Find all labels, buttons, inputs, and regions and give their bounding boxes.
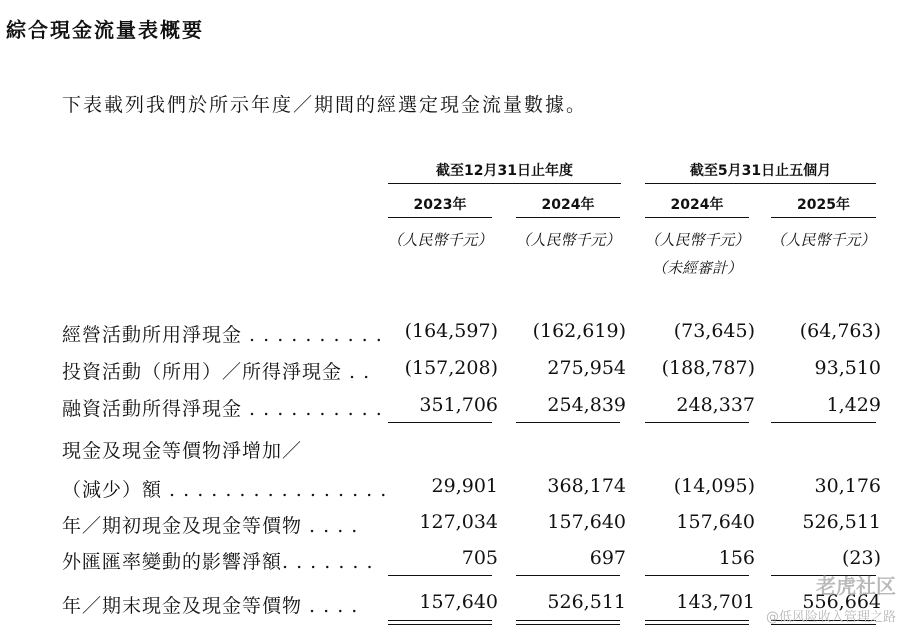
subtotal-rule bbox=[771, 422, 876, 423]
total-rule bbox=[516, 575, 620, 576]
column-header-year: 2024年 bbox=[541, 197, 595, 213]
total-rule bbox=[388, 575, 492, 576]
watermark-title: 老虎社区 bbox=[816, 574, 896, 598]
table-cell: 1,429 bbox=[826, 394, 881, 416]
double-rule bbox=[516, 620, 620, 621]
group-header-five-months: 截至5月31日止五個月 bbox=[689, 163, 832, 179]
table-cell: 156 bbox=[718, 547, 755, 569]
table-cell: (188,787) bbox=[661, 357, 755, 379]
table-cell: 93,510 bbox=[814, 357, 881, 379]
table-cell: (73,645) bbox=[673, 320, 755, 342]
column-rule bbox=[516, 217, 620, 218]
double-rule bbox=[645, 620, 749, 621]
table-cell: 368,174 bbox=[547, 475, 626, 497]
table-cell: (14,095) bbox=[673, 475, 755, 497]
table-cell: 30,176 bbox=[814, 475, 881, 497]
table-cell: 697 bbox=[589, 547, 626, 569]
table-cell: 127,034 bbox=[419, 511, 498, 533]
table-cell: 157,640 bbox=[419, 591, 498, 613]
column-unit: （人民幣千元） bbox=[387, 231, 493, 249]
column-header-year: 2024年 bbox=[670, 197, 724, 213]
column-unit: （人民幣千元） bbox=[515, 231, 621, 249]
intro-paragraph: 下表載列我們於所示年度／期間的經選定現金流量數據。 bbox=[62, 94, 588, 116]
subtotal-rule bbox=[388, 422, 492, 423]
group-rule bbox=[645, 183, 876, 184]
subtotal-rule bbox=[516, 422, 620, 423]
table-cell: (23) bbox=[841, 547, 881, 569]
row-label-opening-cash: 年／期初現金及現金等價物 . . . . bbox=[62, 515, 359, 537]
table-cell: (64,763) bbox=[799, 320, 881, 342]
table-cell: 143,701 bbox=[676, 591, 755, 613]
table-cell: 275,954 bbox=[547, 357, 626, 379]
table-cell: 526,511 bbox=[547, 591, 626, 613]
watermark-handle: @低风险收入管理之路 bbox=[765, 610, 896, 625]
row-label-net-change-cont: （減少）額 . . . . . . . . . . . . . . . . bbox=[62, 479, 388, 501]
column-header-year: 2025年 bbox=[797, 197, 850, 213]
column-header-year: 2023年 bbox=[413, 197, 467, 213]
column-unit: （人民幣千元） bbox=[644, 231, 750, 249]
column-unit-note: （未經審計） bbox=[651, 259, 742, 277]
row-label-investing-cash: 投資活動（所用）／所得淨現金 . . bbox=[62, 361, 371, 383]
double-rule bbox=[388, 624, 492, 625]
section-heading: 綜合現金流量表概要 bbox=[6, 18, 204, 42]
column-unit: （人民幣千元） bbox=[770, 231, 876, 249]
row-label-fx-effect: 外匯匯率變動的影響淨額. . . . . . . bbox=[62, 551, 374, 573]
total-rule bbox=[645, 575, 749, 576]
table-cell: 157,640 bbox=[676, 511, 755, 533]
table-cell: 248,337 bbox=[676, 394, 755, 416]
table-cell: (157,208) bbox=[404, 357, 498, 379]
table-cell: (164,597) bbox=[404, 320, 498, 342]
table-cell: 29,901 bbox=[431, 475, 498, 497]
row-label-operating-cash: 經營活動所用淨現金 . . . . . . . . . . bbox=[62, 324, 383, 346]
table-cell: (162,619) bbox=[532, 320, 626, 342]
double-rule bbox=[388, 620, 492, 621]
row-label-net-change: 現金及現金等價物淨增加／ bbox=[62, 440, 303, 462]
column-rule bbox=[388, 217, 492, 218]
table-cell: 157,640 bbox=[547, 511, 626, 533]
column-rule bbox=[645, 217, 749, 218]
group-rule bbox=[388, 183, 621, 184]
column-rule bbox=[771, 217, 876, 218]
table-cell: 254,839 bbox=[547, 394, 626, 416]
table-cell: 556,664 bbox=[802, 591, 881, 613]
double-rule bbox=[516, 624, 620, 625]
double-rule bbox=[645, 624, 749, 625]
table-cell: 705 bbox=[461, 547, 498, 569]
table-cell: 351,706 bbox=[419, 394, 498, 416]
row-label-financing-cash: 融資活動所得淨現金 . . . . . . . . . . bbox=[62, 398, 383, 420]
row-label-closing-cash: 年／期末現金及現金等價物 . . . . bbox=[62, 595, 359, 617]
subtotal-rule bbox=[645, 422, 749, 423]
table-cell: 526,511 bbox=[802, 511, 881, 533]
group-header-full-year: 截至12月31日止年度 bbox=[436, 163, 573, 179]
